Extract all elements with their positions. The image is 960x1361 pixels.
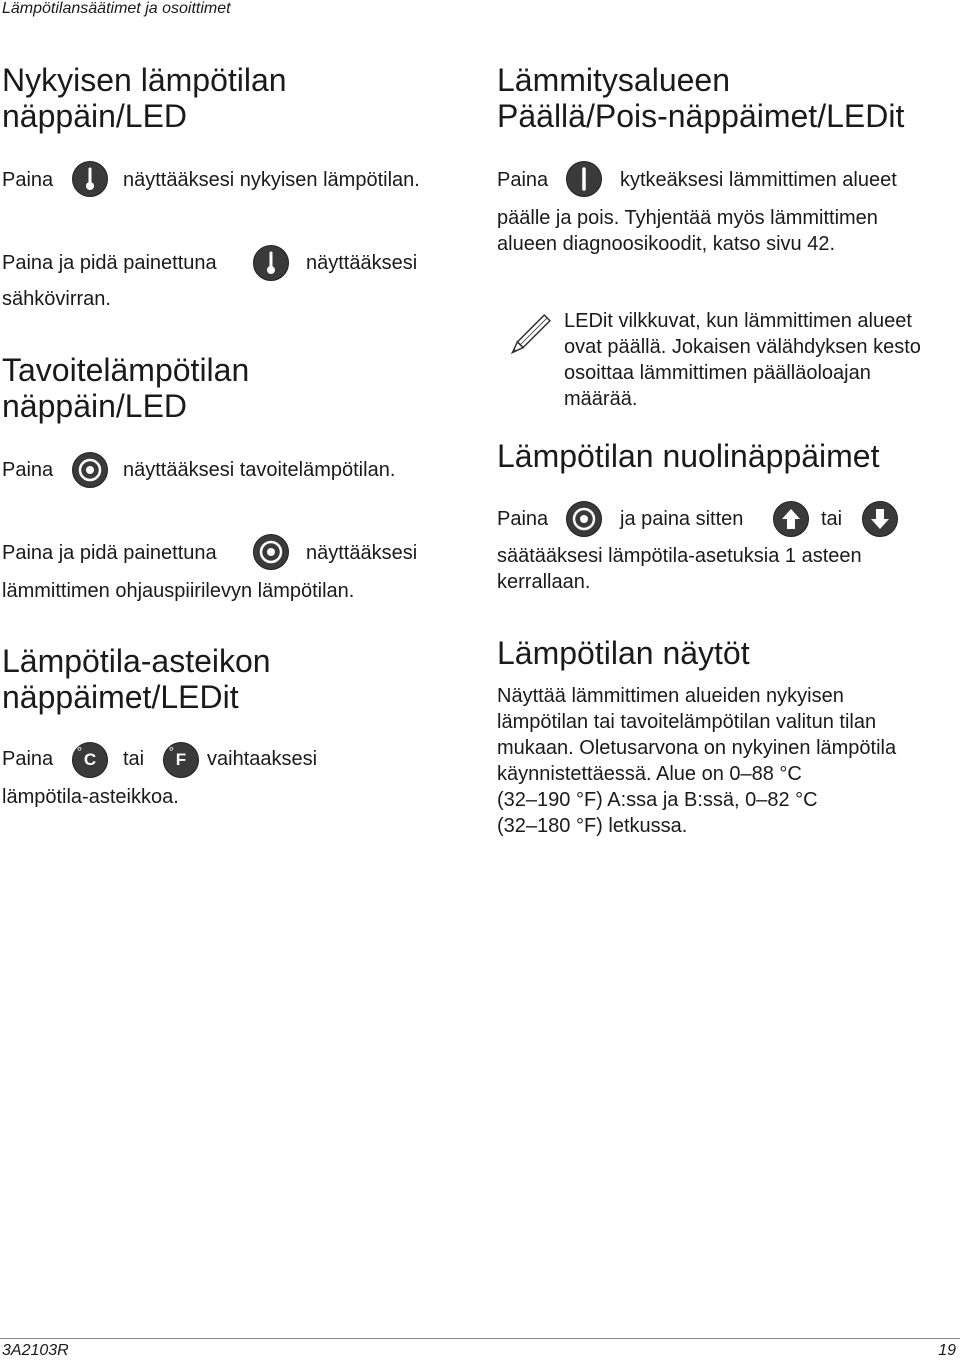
target-temp-key[interactable] (72, 452, 108, 488)
footer-rule (0, 1338, 960, 1339)
section-heading-zone: Lämmitysalueen Päällä/Pois-näppäimet/LEDit (497, 62, 905, 134)
current-temp-press-desc: näyttääksesi nykyisen lämpötilan. (123, 169, 420, 191)
zone-press-desc: kytkeäksesi lämmittimen alueet (620, 169, 897, 191)
up-arrow-key[interactable] (773, 501, 809, 537)
displays-line2: lämpötilan tai tavoitelämpötilan valitun tilan (497, 711, 877, 733)
down-arrow-icon (869, 507, 891, 531)
note-line3: osoittaa lämmittimen päälläoloajan (564, 362, 871, 384)
scale-desc: vaihtaaksesi (207, 748, 318, 770)
hold-label: Paina ja pidä painettuna (2, 252, 217, 274)
up-arrow-icon (780, 507, 802, 531)
section-heading-target-temp: Tavoitelämpötilan näppäin/LED (2, 352, 250, 424)
note-line2: ovat päällä. Jokaisen välähdyksen kesto (564, 336, 921, 358)
celsius-key[interactable]: ° C (72, 742, 108, 778)
then-label: ja paina sitten (620, 508, 744, 530)
pencil-icon (503, 312, 553, 362)
target-icon (77, 457, 103, 483)
zone-power-key[interactable] (566, 161, 602, 197)
zone-line2: päälle ja pois. Tyhjentää myös lämmittimen (497, 207, 878, 229)
note-line1: LEDit vilkkuvat, kun lämmittimen alueet (564, 310, 912, 332)
press-label: Paina (2, 459, 54, 481)
scale-desc2: lämpötila-asteikkoa. (2, 786, 179, 808)
press-label: Paina (497, 508, 549, 530)
note-line4: määrää. (564, 388, 638, 410)
hold-label: Paina ja pidä painettuna (2, 542, 217, 564)
section-heading-arrows: Lämpötilan nuolinäppäimet (497, 438, 880, 474)
current-temp-hold-desc: näyttääksesi (306, 252, 418, 274)
press-label: Paina (2, 169, 54, 191)
power-icon (574, 166, 594, 192)
displays-line1: Näyttää lämmittimen alueiden nykyisen (497, 685, 844, 707)
target-temp-press-desc: näyttääksesi tavoitelämpötilan. (123, 459, 396, 481)
current-temp-hold-desc2: sähkövirran. (2, 288, 111, 310)
target-icon (258, 539, 284, 565)
press-label: Paina (497, 169, 549, 191)
section-heading-scale: Lämpötila-asteikon näppäimet/LEDit (2, 643, 271, 715)
section-heading-displays: Lämpötilan näytöt (497, 635, 750, 671)
fahrenheit-key[interactable]: ° F (163, 742, 199, 778)
arrows-line2: säätääksesi lämpötila-asetuksia 1 asteen (497, 545, 862, 567)
or-label: tai (123, 748, 145, 770)
thermometer-icon (261, 250, 281, 276)
current-temp-key[interactable] (72, 161, 108, 197)
displays-line4: käynnistettäessä. Alue on 0–88 °C (497, 763, 802, 785)
target-key[interactable] (566, 501, 602, 537)
thermometer-icon (80, 166, 100, 192)
page-header: Lämpötilansäätimet ja osoittimet (2, 0, 231, 17)
press-label: Paina (2, 748, 54, 770)
section-heading-current-temp: Nykyisen lämpötilan näppäin/LED (2, 62, 287, 134)
displays-line5: (32–190 °F) A:ssa ja B:ssä, 0–82 °C (497, 789, 818, 811)
arrows-line3: kerrallaan. (497, 571, 591, 593)
target-temp-key-hold[interactable] (253, 534, 289, 570)
or-label: tai (821, 508, 843, 530)
displays-line3: mukaan. Oletusarvona on nykyinen lämpötila (497, 737, 897, 759)
down-arrow-key[interactable] (862, 501, 898, 537)
target-temp-hold-desc2: lämmittimen ohjauspiirilevyn lämpötilan. (2, 580, 355, 602)
footer-page-number: 19 (938, 1342, 956, 1359)
target-temp-hold-desc: näyttääksesi (306, 542, 418, 564)
footer-doc-code: 3A2103R (2, 1342, 69, 1359)
current-temp-key-hold[interactable] (253, 245, 289, 281)
zone-line3: alueen diagnoosikoodit, katso sivu 42. (497, 233, 836, 255)
target-icon (571, 506, 597, 532)
displays-line6: (32–180 °F) letkussa. (497, 815, 688, 837)
